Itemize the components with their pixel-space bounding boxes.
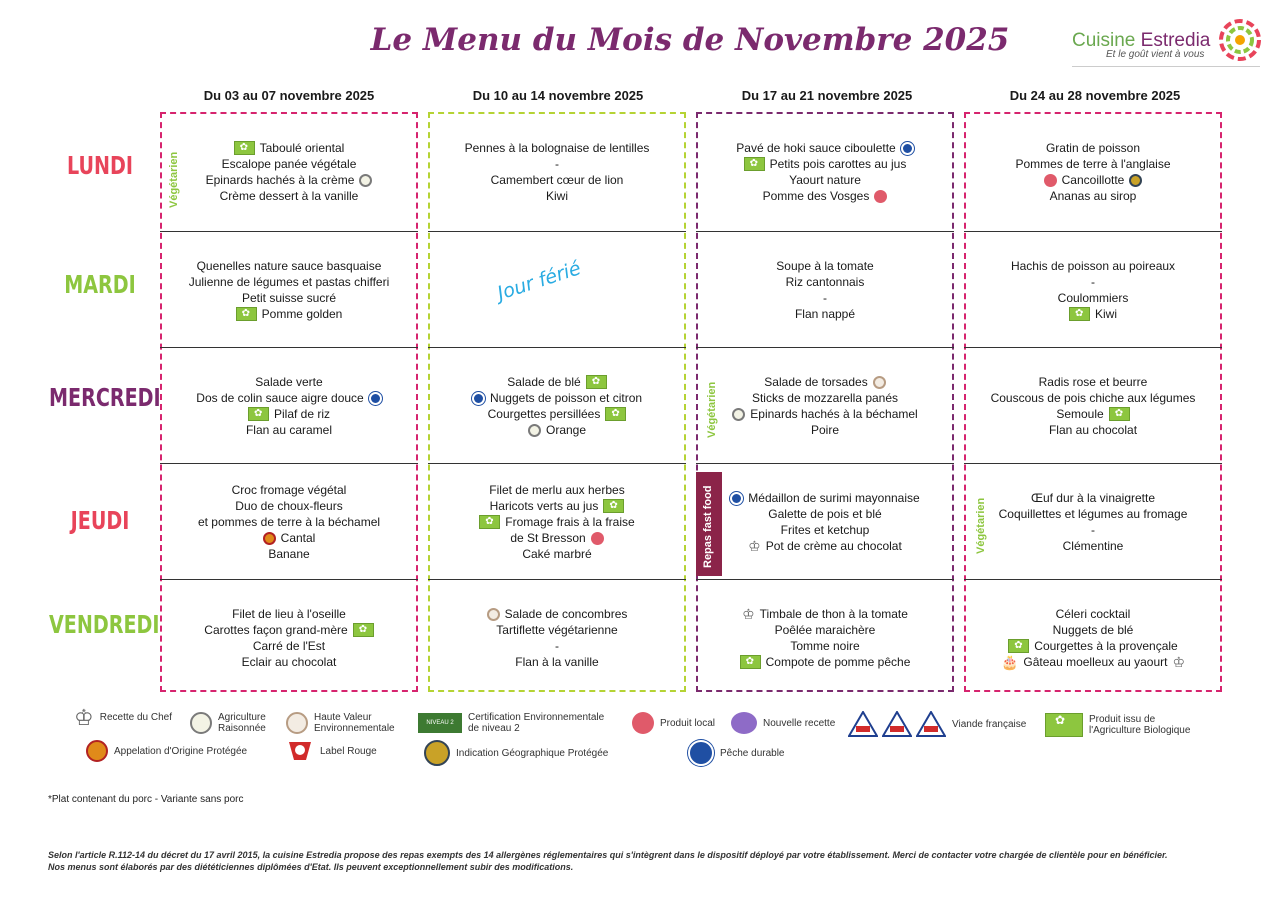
menu-item-text: Coulommiers bbox=[1057, 291, 1129, 305]
menu-item-text: Flan à la vanille bbox=[515, 655, 599, 669]
menu-item bbox=[1015, 156, 1170, 172]
hve-icon bbox=[873, 376, 886, 389]
menu-item bbox=[246, 422, 332, 438]
menu-item bbox=[235, 498, 342, 514]
agriculture-raisonnee-icon bbox=[528, 424, 541, 437]
menu-item-text: Riz cantonnais bbox=[785, 275, 865, 289]
menu-item-text: Duo de choux-fleurs bbox=[235, 499, 343, 513]
menu-item-text: Céleri cocktail bbox=[1055, 607, 1131, 621]
peche-durable-icon bbox=[730, 492, 743, 505]
menu-item-text: Filet de lieu à l'oseille bbox=[232, 607, 346, 621]
menu-item bbox=[1008, 638, 1177, 654]
legend-certification: NIVEAU 2 Certification Environnementale de niveau 2 bbox=[418, 712, 604, 734]
menu-item-text: Filet de merlu aux herbes bbox=[489, 483, 625, 497]
menu-item-text: Nuggets de poisson et citron bbox=[489, 391, 643, 405]
menu-item-text: Pomme des Vosges bbox=[762, 189, 870, 203]
menu-item bbox=[730, 490, 919, 506]
menu-cell bbox=[964, 114, 1222, 230]
menu-item bbox=[220, 188, 359, 204]
peche-durable-icon bbox=[472, 392, 485, 405]
bio-leaf-icon bbox=[1008, 639, 1029, 653]
menu-item bbox=[1091, 522, 1095, 538]
menu-item-text: Hachis de poisson au poireaux bbox=[1010, 259, 1176, 273]
label-rouge-icon bbox=[286, 740, 314, 762]
menu-item bbox=[736, 140, 913, 156]
peche-durable-icon bbox=[901, 142, 914, 155]
certification-badge-icon: NIVEAU 2 bbox=[418, 713, 462, 733]
menu-item bbox=[1050, 188, 1137, 204]
menu-item-text: Dos de colin sauce aigre douce bbox=[196, 391, 364, 405]
menu-item bbox=[196, 390, 381, 406]
menu-cell bbox=[428, 580, 686, 696]
menu-item bbox=[488, 406, 627, 422]
menu-item bbox=[234, 140, 345, 156]
peche-durable-icon bbox=[369, 392, 382, 405]
menu-item bbox=[242, 290, 336, 306]
menu-cell bbox=[964, 580, 1222, 696]
menu-item bbox=[1091, 274, 1095, 290]
nouvelle-recette-icon bbox=[731, 712, 757, 734]
menu-item bbox=[490, 498, 625, 514]
legend-peche-durable: Pêche durable bbox=[688, 740, 785, 766]
menu-item bbox=[555, 638, 559, 654]
week-header-1: Du 03 au 07 novembre 2025 bbox=[203, 88, 375, 103]
legend-bio: ✿ Produit issu de l'Agriculture Biologique bbox=[1045, 713, 1190, 737]
menu-item-text: Pot de crème au chocolat bbox=[765, 539, 902, 553]
menu-item bbox=[823, 290, 827, 306]
menu-item bbox=[479, 514, 634, 530]
menu-cell bbox=[696, 232, 954, 348]
menu-item-text: Flan au caramel bbox=[245, 423, 333, 437]
menu-item-text: Soupe à la tomate bbox=[776, 259, 874, 273]
logo-tagline: Et le goût vient à vous bbox=[1106, 49, 1205, 60]
menu-item-text: Couscous de pois chiche aux légumes bbox=[990, 391, 1196, 405]
menu-item bbox=[522, 546, 591, 562]
menu-item bbox=[991, 390, 1196, 406]
menu-item-text: Croc fromage végétal bbox=[231, 483, 347, 497]
week-header-2: Du 10 au 14 novembre 2025 bbox=[472, 88, 644, 103]
menu-item bbox=[472, 390, 642, 406]
day-label-vendredi: VENDREDI bbox=[49, 610, 160, 639]
menu-item-text: Gratin de poisson bbox=[1045, 141, 1141, 155]
menu-item-text: Flan nappé bbox=[794, 307, 856, 321]
menu-item-text: Tartiflette végétarienne bbox=[496, 623, 618, 637]
menu-item bbox=[742, 606, 908, 622]
menu-item bbox=[489, 482, 624, 498]
menu-item bbox=[222, 156, 357, 172]
aop-icon bbox=[86, 740, 108, 762]
menu-item bbox=[811, 422, 839, 438]
menu-item bbox=[496, 622, 617, 638]
bio-leaf-icon bbox=[236, 307, 257, 321]
menu-item bbox=[232, 606, 346, 622]
menu-cell bbox=[696, 348, 954, 464]
menu-item-text: et pommes de terre à la béchamel bbox=[197, 515, 381, 529]
logo-mark-icon bbox=[1218, 18, 1262, 62]
menu-item-text: Epinards hachés à la crème bbox=[205, 173, 355, 187]
menu-item-text: - bbox=[1091, 523, 1095, 537]
menu-item bbox=[1011, 258, 1175, 274]
bio-leaf-icon bbox=[603, 499, 624, 513]
menu-item-text: Pennes à la bolognaise de lentilles bbox=[464, 141, 650, 155]
vegetarian-tag: Végétarien bbox=[168, 151, 180, 208]
menu-item-text: Quenelles nature sauce basquaise bbox=[196, 259, 382, 273]
menu-item bbox=[1053, 622, 1134, 638]
logo-name: Cuisine Estredia bbox=[1072, 30, 1211, 51]
produit-local-icon bbox=[874, 190, 887, 203]
day-label-lundi: LUNDI bbox=[67, 151, 133, 180]
menu-item bbox=[1001, 654, 1185, 670]
menu-item bbox=[795, 306, 855, 322]
cuisine-estredia-logo bbox=[1072, 18, 1262, 78]
menu-item bbox=[236, 306, 343, 322]
legend-label-rouge: Label Rouge bbox=[286, 740, 377, 762]
menu-item bbox=[232, 482, 347, 498]
menu-item bbox=[999, 506, 1188, 522]
menu-cell bbox=[696, 114, 954, 230]
menu-item bbox=[775, 622, 876, 638]
menu-item-text: Salade de concombres bbox=[504, 607, 628, 621]
pork-note: *Plat contenant du porc - Variante sans porc bbox=[48, 794, 244, 805]
menu-item bbox=[1044, 172, 1143, 188]
menu-item bbox=[786, 274, 865, 290]
bio-leaf-icon bbox=[586, 375, 607, 389]
menu-item bbox=[776, 258, 873, 274]
menu-item-text: Coquillettes et légumes au fromage bbox=[998, 507, 1188, 521]
menu-item-text: Compote de pomme pêche bbox=[765, 655, 911, 669]
chef-hat-icon: ♔ bbox=[742, 606, 755, 622]
menu-item bbox=[1031, 490, 1155, 506]
menu-item-text: Epinards hachés à la béchamel bbox=[750, 407, 918, 421]
menu-item bbox=[790, 638, 859, 654]
day-label-mercredi: MERCREDI bbox=[49, 383, 161, 412]
igp-icon bbox=[424, 740, 450, 766]
menu-item-text: Clémentine bbox=[1062, 539, 1124, 553]
agriculture-raisonnee-icon bbox=[359, 174, 372, 187]
menu-item-text: Caké marbré bbox=[522, 547, 592, 561]
menu-item bbox=[748, 538, 902, 554]
menu-item-text: Salade verte bbox=[255, 375, 323, 389]
menu-cell bbox=[696, 464, 954, 580]
menu-cell bbox=[428, 232, 686, 348]
menu-item-text: Escalope panée végétale bbox=[221, 157, 357, 171]
menu-item-text: Julienne de légumes et pastas chifferi bbox=[188, 275, 390, 289]
holiday-label: Jour férié bbox=[494, 257, 584, 305]
menu-item bbox=[1039, 374, 1148, 390]
menu-item-text: Nuggets de blé bbox=[1052, 623, 1134, 637]
bio-leaf-icon bbox=[479, 515, 500, 529]
chef-hat-icon: ♔ bbox=[74, 705, 94, 730]
produit-local-icon bbox=[591, 532, 604, 545]
menu-item-text: Poire bbox=[810, 423, 839, 437]
menu-item-text: Petits pois carottes au jus bbox=[769, 157, 907, 171]
menu-cell bbox=[428, 114, 686, 230]
legend-viande-francaise: Viande française bbox=[848, 711, 1026, 737]
legend-nouvelle-recette: Nouvelle recette bbox=[731, 712, 835, 734]
menu-item-text: Timbale de thon à la tomate bbox=[759, 607, 908, 621]
menu-item bbox=[1063, 538, 1124, 554]
menu-item-text: Courgettes persillées bbox=[487, 407, 601, 421]
viande-francaise-icon bbox=[848, 711, 946, 737]
menu-item-text: Kiwi bbox=[545, 189, 568, 203]
menu-cell bbox=[160, 464, 418, 580]
menu-item-text: Fromage frais à la fraise bbox=[505, 515, 635, 529]
menu-item-text: Sticks de mozzarella panés bbox=[751, 391, 899, 405]
menu-item-text: Haricots verts au jus bbox=[489, 499, 599, 513]
footer-line: Nos menus sont élaborés par des diététiciennes diplômées d'Etat. Ils peuvent exceptionnellement subir des modifications. bbox=[48, 862, 574, 872]
aop-icon bbox=[263, 532, 276, 545]
menu-item bbox=[768, 506, 881, 522]
menu-item bbox=[507, 374, 606, 390]
menu-item-text: - bbox=[1091, 275, 1095, 289]
legend-hve: Haute Valeur Environnementale bbox=[286, 712, 395, 734]
menu-item bbox=[491, 172, 624, 188]
menu-item-text: Flan au chocolat bbox=[1048, 423, 1138, 437]
menu-item-text: Pommes de terre à l'anglaise bbox=[1015, 157, 1171, 171]
week-header-4: Du 24 au 28 novembre 2025 bbox=[1009, 88, 1181, 103]
menu-item bbox=[268, 546, 309, 562]
menu-cell bbox=[160, 580, 418, 696]
menu-item bbox=[248, 406, 330, 422]
vegetarian-tag: Végétarien bbox=[706, 381, 718, 438]
menu-item bbox=[206, 172, 373, 188]
menu-item bbox=[255, 374, 322, 390]
cake-icon: 🎂 bbox=[1000, 654, 1019, 670]
menu-item bbox=[528, 422, 586, 438]
menu-item bbox=[1046, 140, 1140, 156]
bio-leaf-icon bbox=[744, 157, 765, 171]
bio-leaf-icon bbox=[234, 141, 255, 155]
menu-item-text: Poêlée maraichère bbox=[774, 623, 876, 637]
menu-item-text: Tomme noire bbox=[790, 639, 860, 653]
chef-hat-icon: ♔ bbox=[1172, 654, 1186, 670]
footer-line: Selon l'article R.112-14 du décret du 17 avril 2015, la cuisine Estredia propose des repas exempts des 14 allergènes réglementaires qui s'intègrent dans le dispositif déployé par votre établissement. Merci de contacter votre chargée de clientèle pour en bénéficier. bbox=[48, 850, 1168, 860]
bio-leaf-icon bbox=[1045, 713, 1083, 737]
legend-produit-local: Produit local bbox=[632, 712, 715, 734]
menu-cell bbox=[964, 348, 1222, 464]
menu-cell bbox=[428, 348, 686, 464]
menu-item bbox=[204, 622, 373, 638]
menu-item bbox=[744, 156, 907, 172]
menu-item-text: Orange bbox=[545, 423, 587, 437]
menu-item-text: Salade de torsades bbox=[764, 375, 868, 389]
menu-item-text: Salade de blé bbox=[507, 375, 581, 389]
menu-item-text: Camembert cœur de lion bbox=[490, 173, 624, 187]
menu-item-text: Cantal bbox=[280, 531, 316, 545]
legend-agriculture-raisonnee: Agriculture Raisonnée bbox=[190, 712, 266, 734]
menu-item-text: Pavé de hoki sauce ciboulette bbox=[736, 141, 896, 155]
menu-item bbox=[781, 522, 870, 538]
menu-item bbox=[510, 530, 603, 546]
menu-cell bbox=[160, 114, 418, 230]
bio-leaf-icon bbox=[248, 407, 269, 421]
menu-item-text: Banane bbox=[268, 547, 310, 561]
menu-cell bbox=[696, 580, 954, 696]
menu-item bbox=[546, 188, 568, 204]
page-title: Le Menu du Mois de Novembre 2025 bbox=[370, 22, 1010, 58]
menu-item-text: Carré de l'Est bbox=[252, 639, 326, 653]
menu-cell bbox=[428, 464, 686, 580]
produit-local-icon bbox=[1044, 174, 1057, 187]
menu-cell bbox=[160, 232, 418, 348]
menu-cell bbox=[160, 348, 418, 464]
bio-leaf-icon bbox=[1069, 307, 1090, 321]
menu-item-text: Semoule bbox=[1056, 407, 1104, 421]
menu-item-text: Yaourt nature bbox=[789, 173, 861, 187]
agriculture-raisonnee-icon bbox=[732, 408, 745, 421]
hve-icon bbox=[286, 712, 308, 734]
menu-item-text: Gâteau moelleux au yaourt bbox=[1023, 655, 1168, 669]
menu-item-text: Crème dessert à la vanille bbox=[219, 189, 359, 203]
menu-item bbox=[1069, 306, 1117, 322]
chef-hat-icon: ♔ bbox=[748, 538, 761, 554]
menu-item bbox=[1058, 290, 1129, 306]
legend-chef: ♔ Recette du Chef bbox=[74, 705, 172, 730]
menu-item-text: Petit suisse sucré bbox=[241, 291, 337, 305]
menu-item bbox=[1049, 422, 1137, 438]
legend-aop: Appelation d'Origine Protégée bbox=[86, 740, 247, 762]
hve-icon bbox=[487, 608, 500, 621]
bio-leaf-icon bbox=[353, 623, 374, 637]
day-label-jeudi: JEUDI bbox=[70, 506, 130, 535]
menu-item-text: Courgettes à la provençale bbox=[1034, 639, 1178, 653]
menu-item bbox=[732, 406, 917, 422]
menu-item-text: de St Bresson bbox=[510, 531, 586, 545]
menu-item-text: Carottes façon grand-mère bbox=[204, 623, 348, 637]
legend-igp: Indication Géographique Protégée bbox=[424, 740, 608, 766]
day-label-mardi: MARDI bbox=[64, 270, 136, 299]
menu-item-text: Kiwi bbox=[1094, 307, 1117, 321]
menu-item-text: Frites et ketchup bbox=[780, 523, 870, 537]
menu-item bbox=[198, 514, 380, 530]
menu-item-text: Radis rose et beurre bbox=[1038, 375, 1148, 389]
fast-food-tag: Repas fast food bbox=[696, 472, 722, 576]
menu-item-text: Pilaf de riz bbox=[273, 407, 331, 421]
week-header-3: Du 17 au 21 novembre 2025 bbox=[741, 88, 913, 103]
menu-item-text: - bbox=[555, 639, 559, 653]
menu-item-text: Galette de pois et blé bbox=[768, 507, 882, 521]
menu-item-text: Médaillon de surimi mayonnaise bbox=[748, 491, 920, 505]
menu-item bbox=[487, 606, 628, 622]
menu-item bbox=[752, 390, 898, 406]
menu-item bbox=[1056, 406, 1129, 422]
menu-item bbox=[1056, 606, 1131, 622]
menu-item bbox=[197, 258, 382, 274]
menu-item-text: - bbox=[823, 291, 827, 305]
menu-item bbox=[189, 274, 390, 290]
vegetarian-tag: Végétarien bbox=[975, 497, 987, 554]
peche-durable-icon bbox=[688, 740, 714, 766]
menu-item bbox=[740, 654, 911, 670]
bio-leaf-icon bbox=[740, 655, 761, 669]
produit-local-icon bbox=[632, 712, 654, 734]
menu-item bbox=[263, 530, 316, 546]
menu-item-text: Eclair au chocolat bbox=[241, 655, 337, 669]
footer-disclaimer bbox=[48, 849, 1233, 873]
bio-leaf-icon bbox=[1109, 407, 1130, 421]
igp-icon bbox=[1129, 174, 1142, 187]
menu-item bbox=[515, 654, 598, 670]
menu-item-text: Pomme golden bbox=[261, 307, 343, 321]
menu-item-text: Ananas au sirop bbox=[1049, 189, 1137, 203]
menu-item bbox=[763, 188, 888, 204]
menu-item bbox=[555, 156, 559, 172]
menu-item-text: - bbox=[555, 157, 559, 171]
menu-item bbox=[789, 172, 861, 188]
menu-item-text: Œuf dur à la vinaigrette bbox=[1030, 491, 1156, 505]
agriculture-raisonnee-icon bbox=[190, 712, 212, 734]
menu-item bbox=[242, 654, 337, 670]
menu-cell bbox=[964, 464, 1222, 580]
menu-item-text: Cancoillotte bbox=[1061, 173, 1125, 187]
bio-leaf-icon bbox=[605, 407, 626, 421]
menu-item-text: Taboulé oriental bbox=[259, 141, 345, 155]
menu-cell bbox=[964, 232, 1222, 348]
logo-divider bbox=[1072, 66, 1260, 67]
menu-item bbox=[465, 140, 650, 156]
menu-item bbox=[253, 638, 325, 654]
menu-item bbox=[764, 374, 885, 390]
